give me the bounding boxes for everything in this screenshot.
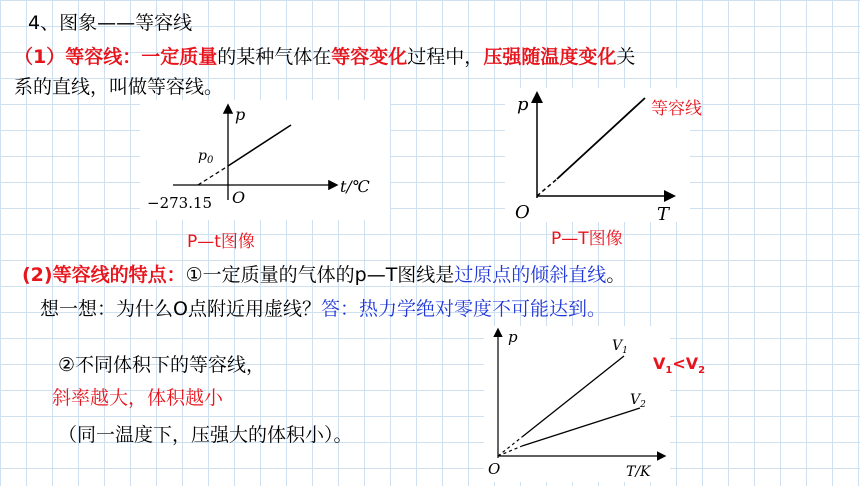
- isochore-label: 等容线: [651, 99, 702, 119]
- p-T-y-label: p: [517, 94, 529, 115]
- p-T-line: [557, 98, 645, 179]
- def-term: 等容线：: [65, 46, 142, 68]
- isochores-origin: O: [488, 460, 501, 478]
- p-t-y-label: p: [235, 105, 246, 124]
- def-text-a: 的某种气体在: [217, 46, 332, 68]
- v2-label: $V_2$: [630, 392, 646, 410]
- definition-line-2: 系的直线，叫做等容线。: [14, 76, 224, 98]
- p-t-dashed-extension: [198, 166, 228, 185]
- p-T-caption: P—T图像: [551, 229, 623, 249]
- section-title: 4、图象——等容线: [28, 12, 193, 34]
- think-question: 想一想：为什么O点附近用虚线？: [40, 298, 321, 320]
- v2-dashed-segment: [498, 446, 522, 456]
- def-mass: 一定质量: [141, 46, 218, 68]
- volume-comparison: $V_1<V_2$: [653, 354, 706, 377]
- feature-heading: (2)等容线的特点：: [22, 264, 186, 286]
- volumes-line-1: ②不同体积下的等容线，: [58, 354, 266, 376]
- volumes-line-2: 斜率越大，体积越小: [52, 387, 224, 409]
- p-t-p0-label: $p_0$: [198, 148, 214, 166]
- v1-label: $V_1$: [612, 338, 628, 356]
- def-text-b: 过程中，: [407, 46, 484, 68]
- p-t-caption: P—t图像: [187, 232, 255, 252]
- def-relation: 压强随温度变化: [483, 46, 617, 68]
- isochores-y-label: p: [508, 328, 518, 346]
- isochores-graph: [484, 326, 670, 482]
- v1-line: [522, 356, 624, 437]
- p-t-line: [228, 125, 291, 166]
- def-text-c: 关: [616, 46, 636, 68]
- p-t-graph: [140, 100, 390, 220]
- think-answer: 答：热力学绝对零度不可能达到。: [320, 298, 606, 320]
- feature-highlight: 过原点的倾斜直线: [454, 264, 607, 286]
- def-process: 等容变化: [331, 46, 408, 68]
- p-t-origin: O: [232, 188, 246, 207]
- isochores-x-label: T/K: [626, 464, 651, 480]
- feature-end: 。: [606, 264, 626, 286]
- p-t-graph-svg: [140, 100, 390, 220]
- feature-text: ①一定质量的气体的p—T图线是: [185, 264, 455, 286]
- p-T-dashed-segment: [537, 179, 557, 196]
- definition-line-1: [14, 44, 635, 70]
- def-number: （1）: [14, 46, 66, 68]
- v1-dashed-segment: [498, 437, 522, 456]
- p-t-x-label: t/℃: [340, 177, 370, 196]
- feature-line: [22, 262, 625, 288]
- isochores-graph-svg: [484, 326, 670, 482]
- p-T-origin: O: [515, 202, 530, 222]
- p-t-x-intercept: −273.15: [147, 194, 213, 212]
- p-T-x-label: T: [657, 204, 670, 222]
- think-line: [40, 296, 606, 322]
- volumes-line-3: （同一温度下，压强大的体积小）。: [58, 424, 353, 446]
- v2-line: [522, 408, 640, 446]
